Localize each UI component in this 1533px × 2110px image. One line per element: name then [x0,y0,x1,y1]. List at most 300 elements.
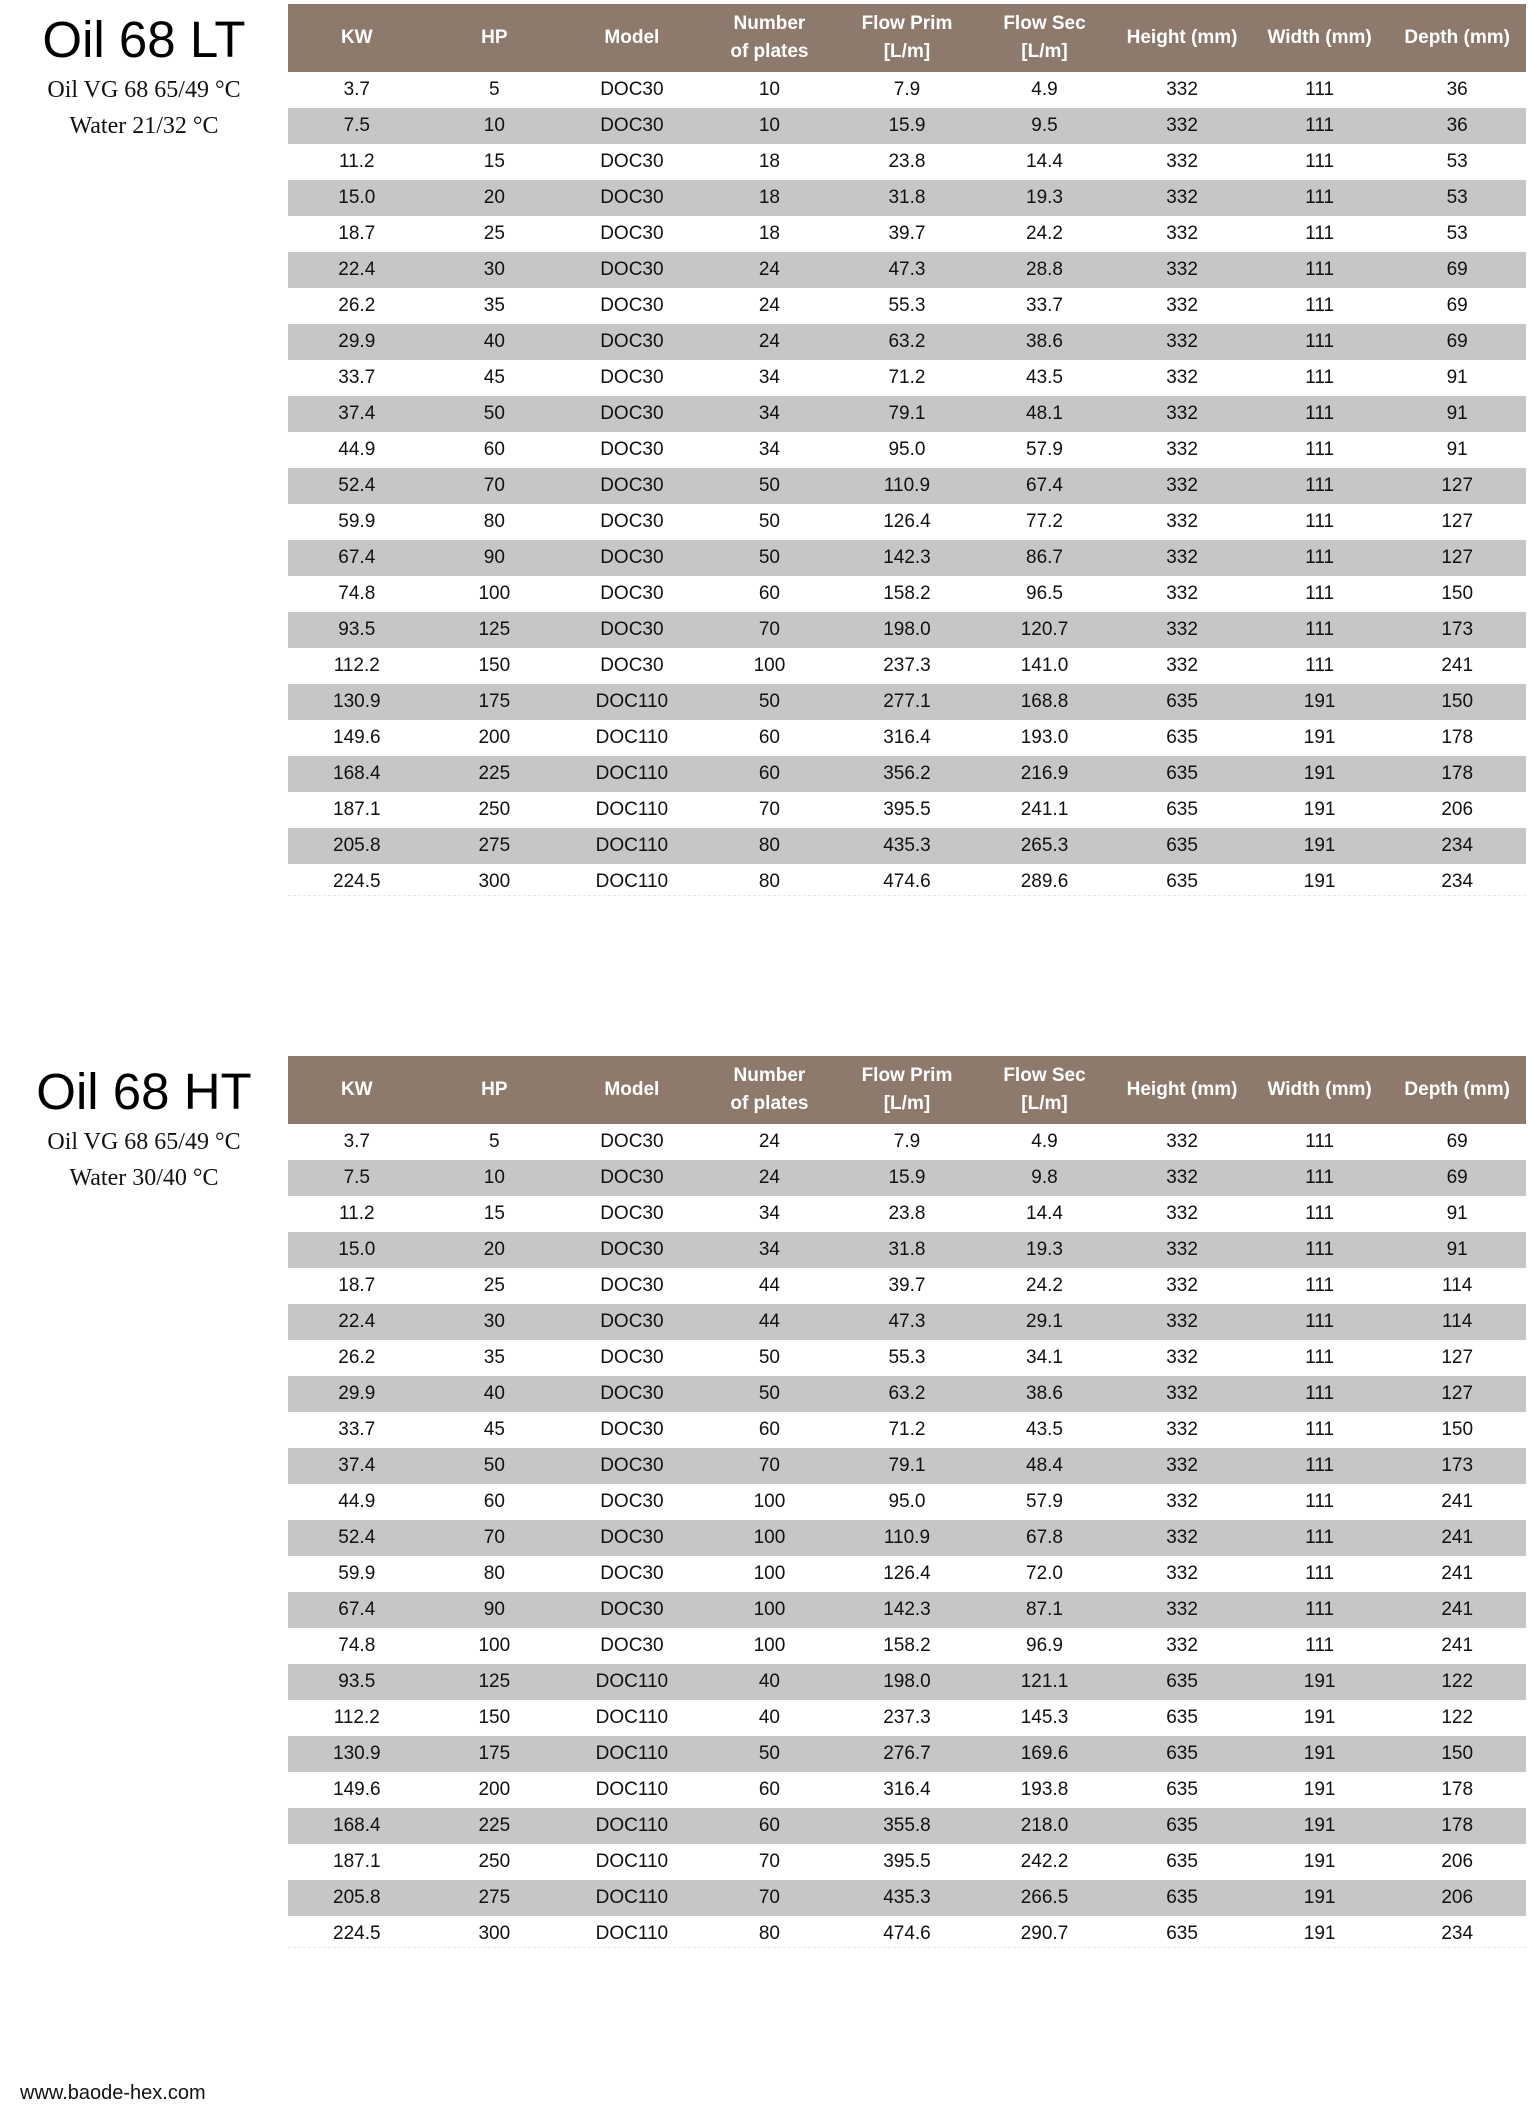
cell-width: 191 [1251,1736,1389,1772]
cell-model: DOC30 [563,1268,701,1304]
cell-flow-prim: 71.2 [838,1412,976,1448]
cell-flow-sec: 77.2 [976,504,1114,540]
cell-flow-prim: 23.8 [838,144,976,180]
cell-depth: 234 [1388,864,1526,900]
cell-hp: 35 [426,288,564,324]
cell-hp: 70 [426,468,564,504]
cell-plates: 60 [701,1412,839,1448]
cell-flow-sec: 145.3 [976,1700,1114,1736]
cell-flow-prim: 158.2 [838,576,976,612]
cell-flow-prim: 31.8 [838,180,976,216]
cell-plates: 80 [701,828,839,864]
cell-flow-sec: 19.3 [976,1232,1114,1268]
cell-depth: 69 [1388,1160,1526,1196]
cell-kw: 67.4 [288,1592,426,1628]
cell-height: 332 [1113,540,1251,576]
cell-flow-prim: 237.3 [838,1700,976,1736]
cell-depth: 150 [1388,1736,1526,1772]
table-row [288,144,1526,180]
cell-width: 191 [1251,1700,1389,1736]
cell-kw: 11.2 [288,144,426,180]
cell-kw: 224.5 [288,864,426,900]
cell-width: 191 [1251,1664,1389,1700]
column-header-model: Model [563,4,701,72]
table-row [288,468,1526,504]
cell-depth: 69 [1388,288,1526,324]
cell-depth: 241 [1388,1520,1526,1556]
cell-kw: 112.2 [288,1700,426,1736]
cell-flow-sec: 43.5 [976,1412,1114,1448]
table-row [288,1664,1526,1700]
cell-depth: 206 [1388,1880,1526,1916]
cell-depth: 241 [1388,1484,1526,1520]
cell-height: 332 [1113,1448,1251,1484]
cell-flow-sec: 87.1 [976,1592,1114,1628]
cell-flow-prim: 356.2 [838,756,976,792]
cell-flow-prim: 71.2 [838,360,976,396]
cell-width: 111 [1251,252,1389,288]
cell-height: 332 [1113,1340,1251,1376]
cell-flow-prim: 158.2 [838,1628,976,1664]
table-row [288,1592,1526,1628]
cell-kw: 187.1 [288,792,426,828]
cell-depth: 122 [1388,1700,1526,1736]
cell-height: 635 [1113,1772,1251,1808]
cell-flow-sec: 48.4 [976,1448,1114,1484]
cell-flow-sec: 168.8 [976,684,1114,720]
cell-model: DOC110 [563,1700,701,1736]
cell-kw: 22.4 [288,1304,426,1340]
cell-flow-prim: 39.7 [838,216,976,252]
cell-depth: 150 [1388,576,1526,612]
cell-flow-prim: 474.6 [838,864,976,900]
cell-model: DOC30 [563,360,701,396]
column-header-kw: KW [288,1056,426,1124]
cell-height: 332 [1113,1196,1251,1232]
cell-model: DOC30 [563,72,701,108]
cell-plates: 70 [701,1844,839,1880]
cell-plates: 34 [701,432,839,468]
cell-plates: 100 [701,1520,839,1556]
cell-model: DOC30 [563,288,701,324]
cell-depth: 114 [1388,1304,1526,1340]
cell-model: DOC30 [563,1304,701,1340]
cell-depth: 91 [1388,1232,1526,1268]
cell-depth: 69 [1388,1124,1526,1160]
cell-kw: 44.9 [288,1484,426,1520]
cell-flow-sec: 14.4 [976,1196,1114,1232]
cell-flow-sec: 14.4 [976,144,1114,180]
cell-kw: 3.7 [288,72,426,108]
cell-hp: 20 [426,1232,564,1268]
cell-model: DOC110 [563,1916,701,1952]
cell-hp: 175 [426,1736,564,1772]
cell-height: 332 [1113,216,1251,252]
column-header-height: Height (mm) [1113,1056,1251,1124]
cell-model: DOC30 [563,1520,701,1556]
cell-model: DOC30 [563,1448,701,1484]
cell-height: 332 [1113,1376,1251,1412]
cell-hp: 5 [426,1124,564,1160]
table-bottom-rule [288,1947,1526,1948]
cell-model: DOC30 [563,576,701,612]
cell-flow-sec: 241.1 [976,792,1114,828]
cell-width: 111 [1251,288,1389,324]
cell-flow-sec: 48.1 [976,396,1114,432]
table-row [288,1340,1526,1376]
table-row [288,1556,1526,1592]
cell-flow-prim: 142.3 [838,540,976,576]
cell-model: DOC30 [563,1124,701,1160]
table-row [288,576,1526,612]
cell-flow-prim: 355.8 [838,1808,976,1844]
cell-model: DOC30 [563,468,701,504]
cell-model: DOC30 [563,144,701,180]
spec-table [288,4,1526,900]
cell-flow-prim: 63.2 [838,1376,976,1412]
table-row [288,1196,1526,1232]
cell-kw: 130.9 [288,1736,426,1772]
cell-depth: 178 [1388,1808,1526,1844]
cell-model: DOC30 [563,216,701,252]
cell-height: 635 [1113,828,1251,864]
cell-kw: 74.8 [288,1628,426,1664]
cell-flow-prim: 79.1 [838,1448,976,1484]
column-header-flow-sec: Flow Sec [L/m] [976,4,1114,72]
table-row [288,180,1526,216]
cell-plates: 10 [701,108,839,144]
cell-height: 332 [1113,1592,1251,1628]
cell-kw: 149.6 [288,1772,426,1808]
cell-depth: 241 [1388,1628,1526,1664]
cell-depth: 91 [1388,432,1526,468]
cell-flow-sec: 29.1 [976,1304,1114,1340]
cell-flow-prim: 276.7 [838,1736,976,1772]
cell-depth: 91 [1388,1196,1526,1232]
cell-hp: 150 [426,648,564,684]
table-row [288,396,1526,432]
cell-flow-sec: 290.7 [976,1916,1114,1952]
cell-flow-sec: 216.9 [976,756,1114,792]
cell-depth: 150 [1388,684,1526,720]
cell-kw: 74.8 [288,576,426,612]
cell-kw: 59.9 [288,1556,426,1592]
cell-flow-prim: 277.1 [838,684,976,720]
cell-width: 111 [1251,1412,1389,1448]
cell-plates: 100 [701,1556,839,1592]
table-row [288,1412,1526,1448]
column-header-width: Width (mm) [1251,4,1389,72]
cell-height: 635 [1113,1916,1251,1952]
cell-width: 191 [1251,756,1389,792]
cell-hp: 5 [426,72,564,108]
cell-hp: 175 [426,684,564,720]
cell-plates: 60 [701,720,839,756]
cell-width: 111 [1251,1520,1389,1556]
cell-width: 111 [1251,576,1389,612]
cell-plates: 34 [701,360,839,396]
cell-height: 332 [1113,72,1251,108]
section-oil-68-lt [0,0,1533,900]
cell-depth: 234 [1388,828,1526,864]
cell-model: DOC30 [563,612,701,648]
cell-kw: 205.8 [288,1880,426,1916]
spec-table [288,1056,1526,1952]
cell-plates: 50 [701,1376,839,1412]
cell-model: DOC30 [563,648,701,684]
cell-height: 332 [1113,1484,1251,1520]
cell-height: 635 [1113,864,1251,900]
cell-depth: 127 [1388,540,1526,576]
cell-depth: 127 [1388,504,1526,540]
cell-kw: 18.7 [288,216,426,252]
cell-hp: 40 [426,1376,564,1412]
cell-depth: 36 [1388,72,1526,108]
cell-flow-prim: 110.9 [838,1520,976,1556]
cell-flow-sec: 9.5 [976,108,1114,144]
cell-model: DOC30 [563,324,701,360]
cell-height: 332 [1113,1268,1251,1304]
cell-flow-prim: 23.8 [838,1196,976,1232]
cell-depth: 127 [1388,1340,1526,1376]
cell-width: 111 [1251,1124,1389,1160]
cell-kw: 187.1 [288,1844,426,1880]
cell-hp: 250 [426,1844,564,1880]
cell-width: 111 [1251,1592,1389,1628]
cell-model: DOC30 [563,1196,701,1232]
cell-width: 111 [1251,144,1389,180]
cell-height: 332 [1113,180,1251,216]
cell-kw: 26.2 [288,1340,426,1376]
cell-plates: 80 [701,1916,839,1952]
cell-flow-prim: 126.4 [838,504,976,540]
cell-hp: 100 [426,1628,564,1664]
cell-hp: 225 [426,1808,564,1844]
cell-plates: 44 [701,1268,839,1304]
cell-plates: 50 [701,684,839,720]
cell-flow-prim: 110.9 [838,468,976,504]
cell-width: 191 [1251,864,1389,900]
cell-hp: 10 [426,108,564,144]
cell-depth: 53 [1388,180,1526,216]
table-row [288,1808,1526,1844]
table-row [288,1376,1526,1412]
cell-flow-sec: 38.6 [976,324,1114,360]
cell-width: 191 [1251,720,1389,756]
cell-width: 111 [1251,1340,1389,1376]
cell-model: DOC110 [563,1880,701,1916]
cell-depth: 127 [1388,1376,1526,1412]
cell-flow-sec: 67.8 [976,1520,1114,1556]
cell-plates: 60 [701,576,839,612]
cell-flow-prim: 95.0 [838,432,976,468]
cell-flow-prim: 435.3 [838,1880,976,1916]
cell-depth: 91 [1388,360,1526,396]
cell-width: 111 [1251,468,1389,504]
cell-kw: 29.9 [288,1376,426,1412]
cell-plates: 80 [701,864,839,900]
cell-flow-prim: 55.3 [838,1340,976,1376]
cell-depth: 178 [1388,1772,1526,1808]
cell-flow-prim: 39.7 [838,1268,976,1304]
footer-website-url: www.baode-hex.com [20,2082,206,2104]
cell-flow-prim: 15.9 [838,1160,976,1196]
cell-model: DOC110 [563,1808,701,1844]
cell-plates: 100 [701,648,839,684]
table-row [288,540,1526,576]
cell-depth: 178 [1388,720,1526,756]
cell-flow-sec: 34.1 [976,1340,1114,1376]
cell-flow-sec: 57.9 [976,1484,1114,1520]
cell-height: 635 [1113,1844,1251,1880]
cell-plates: 10 [701,72,839,108]
cell-depth: 150 [1388,1412,1526,1448]
cell-flow-prim: 198.0 [838,612,976,648]
cell-width: 111 [1251,324,1389,360]
cell-width: 111 [1251,1376,1389,1412]
cell-depth: 241 [1388,1592,1526,1628]
cell-plates: 24 [701,1160,839,1196]
cell-height: 332 [1113,576,1251,612]
cell-model: DOC30 [563,108,701,144]
cell-flow-sec: 9.8 [976,1160,1114,1196]
cell-flow-prim: 7.9 [838,72,976,108]
cell-kw: 37.4 [288,396,426,432]
cell-height: 332 [1113,252,1251,288]
cell-height: 332 [1113,504,1251,540]
table-row [288,72,1526,108]
cell-kw: 7.5 [288,108,426,144]
cell-flow-prim: 63.2 [838,324,976,360]
cell-width: 111 [1251,1556,1389,1592]
cell-model: DOC30 [563,1160,701,1196]
cell-hp: 90 [426,540,564,576]
table-row [288,432,1526,468]
column-header-depth: Depth (mm) [1388,1056,1526,1124]
cell-hp: 300 [426,1916,564,1952]
cell-hp: 80 [426,504,564,540]
cell-plates: 44 [701,1304,839,1340]
cell-flow-sec: 33.7 [976,288,1114,324]
cell-hp: 100 [426,576,564,612]
cell-kw: 168.4 [288,1808,426,1844]
column-header-plates: Number of plates [701,1056,839,1124]
table-row [288,216,1526,252]
cell-flow-sec: 266.5 [976,1880,1114,1916]
cell-plates: 40 [701,1664,839,1700]
column-header-hp: HP [426,4,564,72]
cell-height: 332 [1113,1556,1251,1592]
cell-plates: 60 [701,1808,839,1844]
cell-flow-sec: 120.7 [976,612,1114,648]
cell-hp: 300 [426,864,564,900]
cell-depth: 53 [1388,216,1526,252]
table-row [288,1844,1526,1880]
cell-kw: 15.0 [288,180,426,216]
cell-width: 191 [1251,1808,1389,1844]
cell-flow-sec: 4.9 [976,1124,1114,1160]
cell-plates: 70 [701,1448,839,1484]
cell-kw: 11.2 [288,1196,426,1232]
cell-kw: 52.4 [288,1520,426,1556]
cell-flow-sec: 265.3 [976,828,1114,864]
table-body [288,1124,1526,1952]
cell-flow-sec: 4.9 [976,72,1114,108]
cell-hp: 50 [426,1448,564,1484]
cell-hp: 80 [426,1556,564,1592]
cell-width: 111 [1251,1160,1389,1196]
cell-plates: 50 [701,1736,839,1772]
cell-flow-sec: 289.6 [976,864,1114,900]
cell-hp: 250 [426,792,564,828]
cell-width: 191 [1251,828,1389,864]
cell-flow-sec: 38.6 [976,1376,1114,1412]
column-header-width: Width (mm) [1251,1056,1389,1124]
cell-depth: 241 [1388,648,1526,684]
cell-flow-sec: 24.2 [976,216,1114,252]
cell-depth: 173 [1388,612,1526,648]
cell-flow-prim: 474.6 [838,1916,976,1952]
cell-plates: 34 [701,396,839,432]
cell-hp: 125 [426,1664,564,1700]
oil-condition: Oil VG 68 65/49 °C [47,1129,241,1155]
cell-model: DOC30 [563,180,701,216]
cell-plates: 100 [701,1484,839,1520]
cell-hp: 90 [426,1592,564,1628]
cell-height: 635 [1113,1808,1251,1844]
table-row [288,1268,1526,1304]
cell-plates: 100 [701,1628,839,1664]
cell-flow-prim: 79.1 [838,396,976,432]
cell-hp: 25 [426,216,564,252]
cell-flow-prim: 7.9 [838,1124,976,1160]
table-row [288,1448,1526,1484]
cell-flow-sec: 242.2 [976,1844,1114,1880]
cell-height: 635 [1113,1664,1251,1700]
cell-depth: 206 [1388,1844,1526,1880]
cell-flow-sec: 19.3 [976,180,1114,216]
cell-depth: 173 [1388,1448,1526,1484]
column-header-model: Model [563,1056,701,1124]
cell-height: 332 [1113,612,1251,648]
cell-width: 111 [1251,1628,1389,1664]
cell-plates: 34 [701,1232,839,1268]
cell-kw: 37.4 [288,1448,426,1484]
cell-flow-sec: 28.8 [976,252,1114,288]
table-row [288,360,1526,396]
water-condition: Water 30/40 °C [69,1165,219,1191]
cell-width: 111 [1251,432,1389,468]
cell-width: 111 [1251,1196,1389,1232]
cell-hp: 25 [426,1268,564,1304]
cell-width: 111 [1251,216,1389,252]
cell-hp: 150 [426,1700,564,1736]
section-title: Oil 68 LT [42,11,246,68]
cell-height: 635 [1113,720,1251,756]
table-row [288,648,1526,684]
cell-model: DOC110 [563,864,701,900]
table-row [288,108,1526,144]
cell-flow-prim: 142.3 [838,1592,976,1628]
cell-plates: 60 [701,756,839,792]
cell-height: 332 [1113,648,1251,684]
cell-width: 111 [1251,1232,1389,1268]
cell-plates: 100 [701,1592,839,1628]
cell-kw: 7.5 [288,1160,426,1196]
cell-plates: 24 [701,1124,839,1160]
cell-kw: 44.9 [288,432,426,468]
column-header-kw: KW [288,4,426,72]
